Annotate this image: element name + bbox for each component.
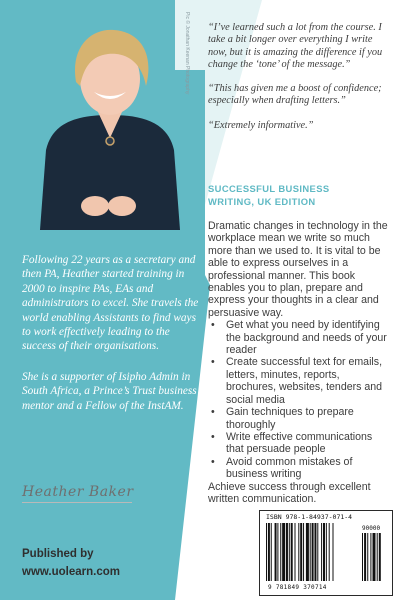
price-code-bar bbox=[362, 533, 363, 581]
isbn-label: ISBN 978-1-84937-071-4 bbox=[266, 513, 353, 521]
barcode-bar bbox=[277, 523, 278, 581]
barcode-bar bbox=[306, 523, 309, 581]
author-bio-paragraph-2: She is a supporter of Isipho Admin in South Africa, a Prince’s Trust business mentor and a Fellow of the InstAM. bbox=[22, 370, 197, 412]
barcode-bar bbox=[326, 523, 327, 581]
barcode-bar bbox=[298, 523, 299, 581]
barcode-bar bbox=[310, 523, 311, 581]
benefit-item: • Write effective communications that persuade people bbox=[208, 431, 392, 456]
signature-underline bbox=[22, 502, 132, 503]
barcode-bar bbox=[329, 523, 330, 581]
publisher-info bbox=[22, 545, 120, 581]
quote-2: “This has given me a boost of confidence; especially when drafting letters.” bbox=[208, 83, 382, 107]
published-by-label: Published by bbox=[22, 548, 94, 560]
book-title-heading bbox=[208, 182, 388, 208]
isbn-digits: 9 781849 370714 bbox=[268, 584, 327, 591]
price-code: 90000 bbox=[362, 525, 381, 532]
barcode-bar bbox=[303, 523, 304, 581]
price-code-bar bbox=[364, 533, 366, 581]
book-title-line-2: WRITING, UK EDITION bbox=[208, 196, 316, 207]
barcode-bar bbox=[333, 523, 334, 581]
barcode-bar bbox=[282, 523, 285, 581]
price-code-bar bbox=[367, 533, 368, 581]
price-code-bar bbox=[373, 533, 376, 581]
barcode-bar bbox=[317, 523, 318, 581]
barcode-bar bbox=[271, 523, 272, 581]
description-outro: Achieve success through excellent written communication. bbox=[208, 480, 371, 505]
price-code-bar bbox=[370, 533, 371, 581]
benefit-item: • Avoid common mistakes of business writing bbox=[208, 456, 392, 481]
benefit-item: • Create successful text for emails, letters, minutes, reports, brochures, websites, tenders and social media bbox=[208, 356, 392, 406]
barcode-bar bbox=[312, 523, 314, 581]
author-bio bbox=[22, 253, 202, 429]
barcode-bars bbox=[264, 523, 388, 583]
price-code-bar bbox=[379, 533, 381, 581]
barcode-bar bbox=[321, 523, 322, 581]
barcode-bar bbox=[295, 523, 296, 581]
publisher-website: www.uolearn.com bbox=[22, 566, 120, 578]
benefit-item: • Get what you need by identifying the background and needs of your reader bbox=[208, 319, 392, 356]
barcode-bar bbox=[289, 523, 290, 581]
photo-credit: Pic © Jonathan Keenan Photography bbox=[184, 12, 190, 95]
author-bio-paragraph-1: Following 22 years as a secretary and then PA, Heather started training in 2000 to inspire PAs, EAs and administrators to excel. She travels the world enabling Assistants to find ways to work effectively leading to the success of their organisations. bbox=[22, 254, 199, 353]
benefits-list bbox=[208, 319, 392, 480]
barcode-bar bbox=[268, 523, 270, 581]
barcode-bar bbox=[300, 523, 302, 581]
author-photo bbox=[30, 20, 190, 230]
barcode-bar bbox=[275, 523, 277, 581]
barcode-bar bbox=[280, 523, 281, 581]
description-intro: Dramatic changes in technology in the workplace mean we write so much more than we used to. It is vital to be able to express ourselves in a professional manner. This book enables you to plan, prepare and express your thoughts in a clear and persuasive way. bbox=[208, 220, 388, 319]
barcode-bar bbox=[266, 523, 267, 581]
book-title-line-1: SUCCESSFUL BUSINESS bbox=[208, 183, 330, 194]
barcode-bar bbox=[286, 523, 288, 581]
price-code-bar bbox=[377, 533, 378, 581]
barcode-bar bbox=[291, 523, 293, 581]
quote-1: “I’ve learned such a lot from the course. I take a bit longer over everything I write now, but it is amazing the difference if you change the ‘tone’ of the message.” bbox=[208, 22, 383, 70]
testimonial-quotes bbox=[208, 22, 388, 144]
isbn-barcode bbox=[259, 510, 393, 596]
barcode-bar bbox=[323, 523, 325, 581]
author-signature: Heather Baker bbox=[22, 484, 134, 500]
barcode-bar bbox=[314, 523, 316, 581]
quote-3: “Extremely informative.” bbox=[208, 119, 314, 131]
book-description bbox=[208, 220, 392, 505]
benefit-item: • Gain techniques to prepare thoroughly bbox=[208, 406, 392, 431]
